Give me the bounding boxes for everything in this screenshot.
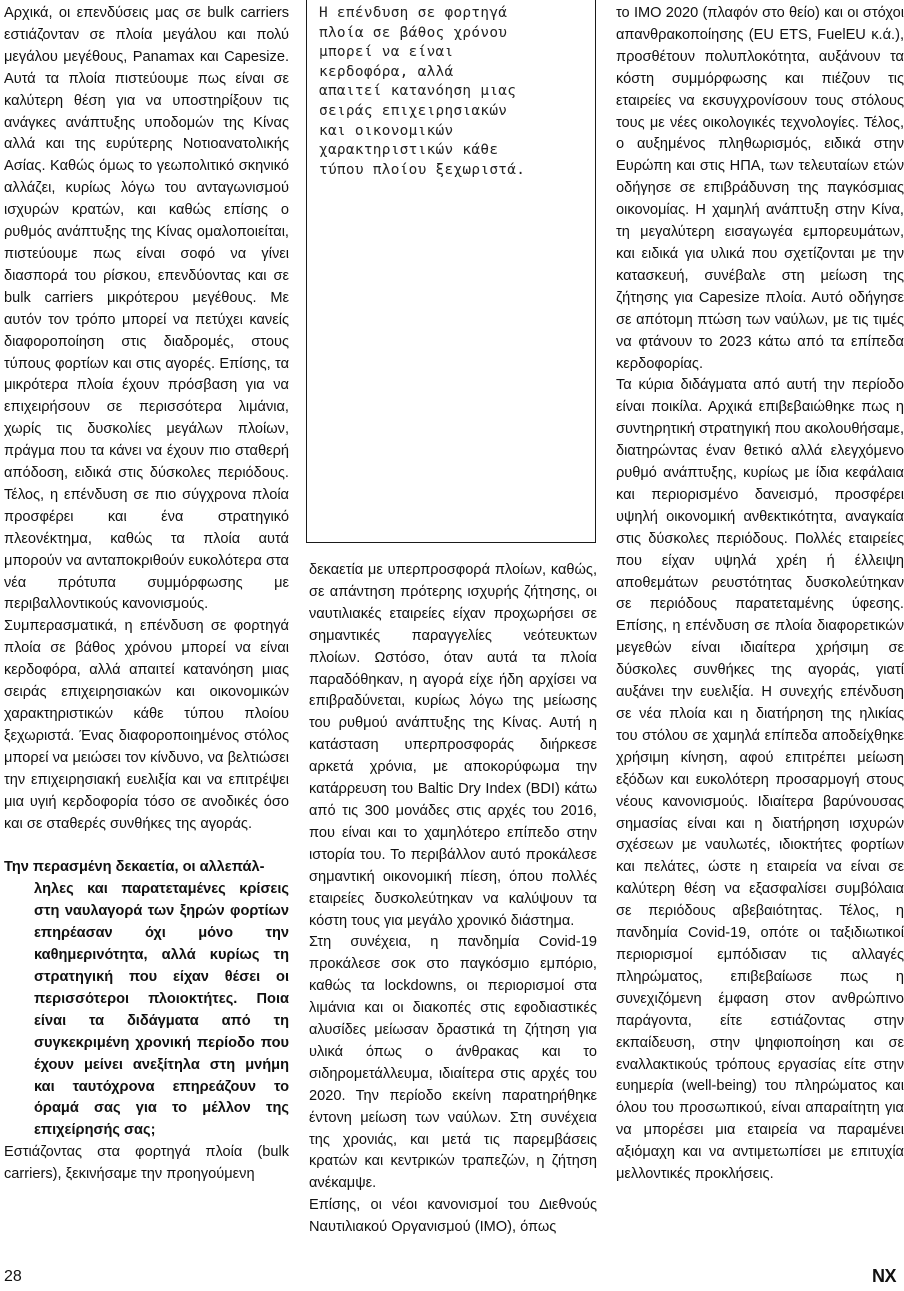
interview-question — [4, 857, 289, 1142]
text-column-2 — [309, 560, 597, 1239]
text-column-3 — [616, 3, 904, 1186]
body-paragraph: Συμπερασματικά, η επένδυση σε φορτηγά πλοία σε βάθος χρόνου μπορεί να είναι κερδοφόρα, αλλά απαιτεί κατανόηση μιας σειράς επιχειρησιακών και οικονομικών χαρακτηριστικών κάθε τύπου πλοίου ξεχωριστά. Ένας διαφοροποιημένος στόλος μπορεί να μειώσει τον κίνδυνο, να βελτιώσει την επιχειρησιακή ευελιξία και να επιτρέψει μια υγιή κερδοφορία τόσο σε ανοδικές όσο και σε σταθερές συνθήκες της αγοράς. — [4, 618, 289, 832]
pull-quote-text: Η επένδυση σε φορτηγά πλοία σε βάθος χρόνου μπορεί να είναι κερδοφόρα, αλλά απαιτεί κατανόηση μιας σειράς επιχειρησιακών και οικονομικών χαρακτηριστικών κάθε τύπου πλοίου ξεχωριστά. — [319, 5, 526, 178]
body-paragraph: Τα κύρια διδάγματα από αυτή την περίοδο είναι ποικίλα. Αρχικά επιβεβαιώθηκε πως η συντηρητική στρατηγική που ακολουθήσαμε, διατηρώντας έναν θετικό αλλά ελεγχόμενο ρυθμό ανάπτυξης, κυρίως με ίδια κεφάλαια και περιορισμένο δανεισμό, προσφέρει υψηλή οικονομική ανθεκτικότητα, αναγκαία στις δύσκολες περιόδους. Πολλές εταιρείες που είχαν υψηλά χρέη ή έλλειψη αποθεμάτων ρευστότητας δυσκολεύτηκαν σε περιόδους παρατεταμένης ύφεσης. Επίσης, η επένδυση σε πλοία διαφορετικών μεγεθών είναι ιδιαίτερα χρήσιμη σε δύσκολες συνθήκες της αγοράς, γιατί αυξάνει την ευελιξία. Η συνεχής επένδυση σε νέα πλοία και η διατήρηση της ηλικίας του στόλου σε χαμηλά επίπεδα αποδείχθηκε χρήσιμη κίνηση, αφού επιτρέπει μείωση εξόδων και ευκολότερη προσαρμογή στους νέους κανονισμούς. Ιδιαίτερα βαρύνουσας σημασίας είναι και η διατήρηση ισχυρών σχέσεων με ναυλωτές, ιδιοκτήτες φορτίων και πελάτες, ώστε η εταιρεία να είναι σε καλύτερη θέση να εξασφαλίσει συμβόλαια σε περιόδους αβεβαιότητας. Τέλος, η πανδημία Covid-19, οπότε οι ταξιδιωτικοί περιορισμοί εμπόδισαν τις αλλαγές πληρώματος, επιβεβαίωσε πως η συνεχιζόμενη έμφαση στον ανθρώπινο παράγοντα, είτε εστιάζοντας στην εκπαίδευση, στην ψηφιοποίηση και σε εναλλακτικούς τρόπους εργασίας είτε στην ευημερία (well-being) του πληρώματος και όλου του προσωπικού, είναι απαραίτητη για να μπορέσει μια εταιρεία να παραμένει αξιόμαχη και να αντιμετωπίσει με επιτυχία μελλοντικές προκλήσεις. — [616, 377, 904, 1183]
text-column-1 — [4, 3, 289, 1186]
interview-question-rest: ληλες και παρατεταμένες κρίσεις στη ναυλαγορά των ξηρών φορτίων επηρέασαν όχι μόνο την καθημερινότητα, αλλά κυρίως τη στρατηγική που είχαν θέσει οι περισσότεροι πλοιοκτήτες. Ποια είναι τα διδάγματα από τη συγκεκριμένη χρονική περίοδο που έχουν μείνει ανεξίτηλα στη μνήμη και ταυτόχρονα επηρεάζουν το όραμά σας για το μέλλον της επιχείρησής σας; — [34, 881, 289, 1139]
answer-paragraph: Εστιάζοντας στα φορτηγά πλοία (bulk carriers), ξεκινήσαμε την προηγούμενη — [4, 1144, 289, 1183]
page-number: 28 — [4, 1268, 22, 1285]
body-paragraph: Επίσης, οι νέοι κανονισμοί του Διεθνούς Ναυτιλιακού Οργανισμού (IMO), όπως — [309, 1197, 597, 1236]
pull-quote-box — [306, 0, 596, 543]
interview-question-lead: Την περασμένη δεκαετία, οι αλλεπάλ- — [4, 859, 265, 876]
body-paragraph: Αρχικά, οι επενδύσεις μας σε bulk carriers εστιάζονταν σε πλοία μεγάλου και πολύ μεγάλου μεγέθους, Panamax και Capesize. Αυτά τα πλοία πιστεύουμε πως είναι σε καλύτερη θέση για να υποστηρίξουν τις ανάγκες ανάπτυξης υποδομών της Κίνας αλλά και της ευρύτερης Νοτιοανατολικής Ασίας. Καθώς όμως το γεωπολιτικό σκηνικό αλλάζει, κυρίως λόγω του ανταγωνισμού ισχυρών κρατών, και καθώς επίσης ο ρυθμός ανάπτυξης της Κίνας ομαλοποιείται, πιστεύουμε πως είναι σοφό να γίνει διασπορά του ρίσκου, επενδύοντας και σε bulk carriers μικρότερου μεγέθους. Με αυτόν τον τρόπο μπορεί να πετύχει κανείς διαφοροποίηση στις διαδρομές, στους τύπους φορτίων και στις αγορές. Επίσης, τα μικρότερα πλοία έχουν πρόσβαση για να επιχειρήσουν σε περισσότερα λιμάνια, χωρίς τις δυσκολίες μεγάλων πλοίων, πράγμα που τα κάνει να έχουν πιο σταθερή απόδοση, ειδικά στις δύσκολες περιόδους. Τέλος, η επένδυση σε πιο σύγχρονα πλοία προσφέρει και ένα στρατηγικό πλεονέκτημα, καθώς τα πλοία αυτά μπορούν να ανταποκριθούν ευκολότερα στα νέα πρότυπα συμμόρφωσης με περιβαλλοντικούς κανονισμούς. — [4, 5, 289, 613]
body-paragraph: δεκαετία με υπερπροσφορά πλοίων, καθώς, σε απάντηση πρότερης ισχυρής ζήτησης, οι ναυτιλιακές εταιρείες είχαν προχωρήσει σε σημαντικές παραγγελίες νεότευκτων πλοίων. Ωστόσο, όταν αυτά τα πλοία παραδόθηκαν, η αγορά είχε ήδη αρχίσει να επιβραδύνεται, κυρίως λόγω της μείωσης του ρυθμού ανάπτυξης της Κίνας. Αυτή η κατάσταση υπερπροσφοράς διήρκεσε αρκετά χρόνια, με αποκορύφωμα την κατάρρευση του Baltic Dry Index (BDI) κάτω από τις 300 μονάδες στις αρχές του 2016, που είναι και το χαμηλότερο επίπεδο στην ιστορία του. Το περιβάλλον αυτό προκάλεσε σημαντική οικονομική πίεση, όπου πολλές εταιρείες δυσκολεύτηκαν να καλύψουν τα κόστη τους για μεγάλο χρονικό διάστημα. — [309, 562, 597, 929]
body-paragraph: Στη συνέχεια, η πανδημία Covid-19 προκάλεσε σοκ στο παγκόσμιο εμπόριο, καθώς τα lockdowns, οι περιορισμοί στα λιμάνια και οι διακοπές στις εφοδιαστικές αλυσίδες μείωσαν δραστικά τη ζήτηση για υλικά όπως ο άνθρακας και το σιδηρομετάλλευμα, ιδιαίτερα στις αρχές του 2020. Την περίοδο εκείνη παρατηρήθηκε έντονη μείωση των ναύλων. Στη συνέχεια της χρονιάς, και μετά τις παρεμβάσεις κρατών και κεντρικών τραπεζών, η ζήτηση ανέκαμψε. — [309, 934, 597, 1192]
body-paragraph: το IMO 2020 (πλαφόν στο θείο) και οι στόχοι απανθρακοποίησης (EU ETS, FuelEU κ.ά.), προσθέτουν πολυπλοκότητα, αυξάνουν τα κόστη συμμόρφωσης και πιέζουν τις εταιρείες να εκσυγχρονίσουν τους στόλους τους με νέες οικολογικές τεχνολογίες. Τέλος, ο αυξημένος πληθωρισμός, ειδικά στην Ευρώπη και στις ΗΠΑ, των τελευταίων ετών οδήγησε σε επιβράδυνση της παγκόσμιας οικονομίας. Η χαμηλή ανάπτυξη στην Κίνα, τη μεγαλύτερη εισαγωγέα εμπορευμάτων, και ειδικά για υλικά που σχετίζονται με την κατασκευή, συνέβαλε στη μείωση της ζήτησης για Capesize πλοία. Αυτό οδήγησε σε απότομη πτώση των ναύλων, με τις τιμές να φτάνουν το 2023 κάτω από τα επίπεδα κερδοφορίας. — [616, 5, 904, 372]
brand-logo: NX — [871, 1266, 896, 1286]
